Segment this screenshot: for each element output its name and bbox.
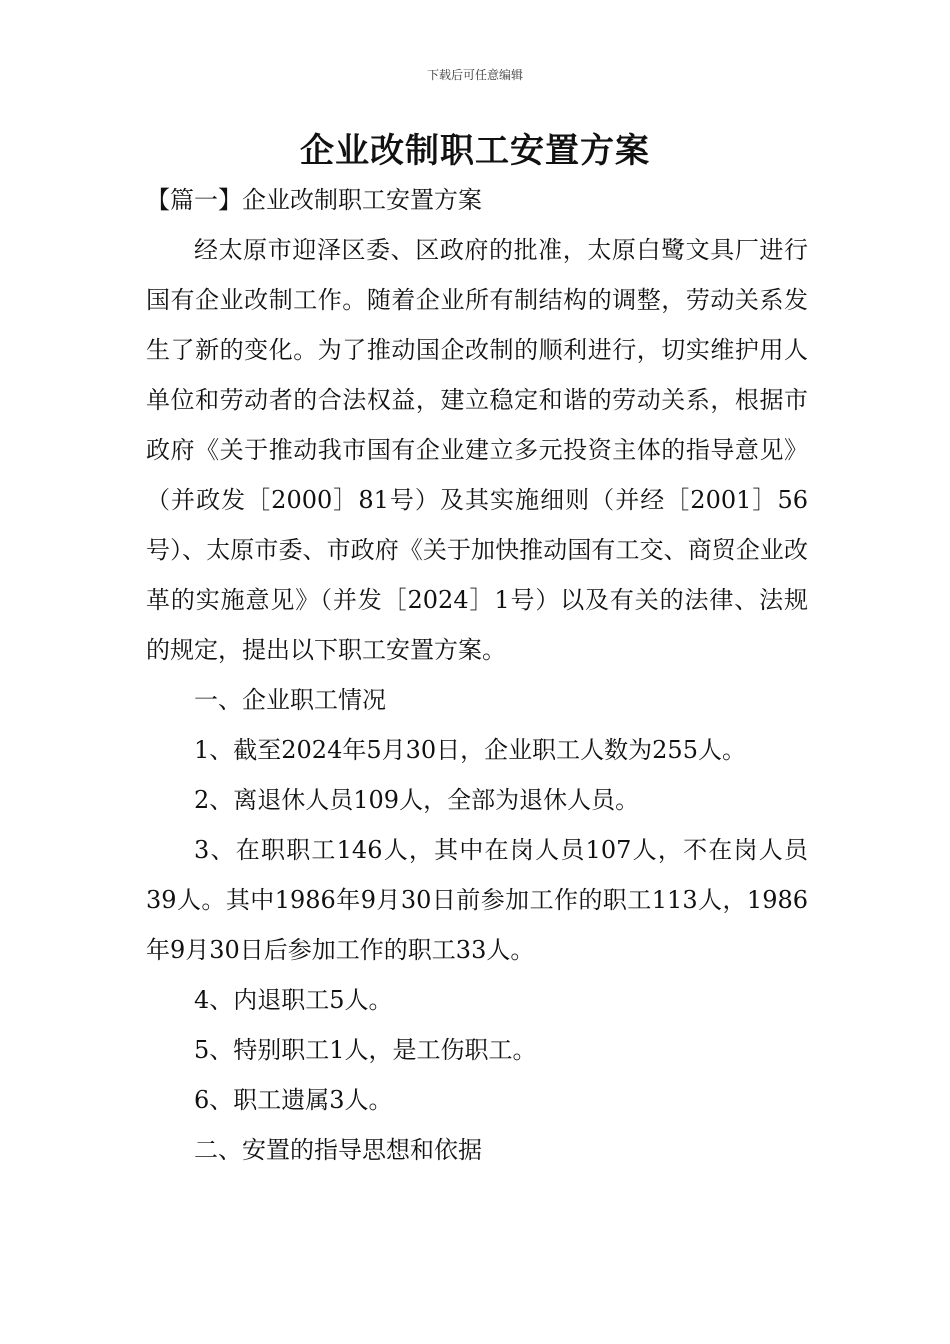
list-item-survivors: 6、职工遗属3人。 — [194, 1086, 393, 1114]
header-note: 下载后可任意编辑 — [426, 68, 523, 82]
section-heading-staff-situation: 一、企业职工情况 — [194, 686, 386, 714]
section-heading-part-one: 【篇一】企业改制职工安置方案 — [146, 186, 482, 214]
list-item-internal-retired: 4、内退职工5人。 — [194, 986, 393, 1014]
document-body — [146, 175, 808, 1175]
section-heading-guiding-principles: 二、安置的指导思想和依据 — [194, 1136, 482, 1164]
intro-paragraph: 经太原市迎泽区委、区政府的批准，太原白鹭文具厂进行国有企业改制工作。随着企业所有制结构的调整，劳动关系发生了新的变化。为了推动国企改制的顺利进行，切实维护用人单位和劳动者的合法权益，建立稳定和谐的劳动关系，根据市政府《关于推动我市国有企业建立多元投资主体的指导意见》（并政发［2000］81号）及其实施细则（并经［2001］56号）、太原市委、市政府《关于加快推动国有工交、商贸企业改革的实施意见》（并发［2024］1号）以及有关的法律、法规的规定，提出以下职工安置方案。 — [146, 236, 808, 664]
list-item-retired-staff: 2、离退休人员109人，全部为退休人员。 — [194, 786, 640, 814]
list-item-active-staff: 3、在职职工146人，其中在岗人员107人，不在岗人员39人。其中1986年9月30日前参加工作的职工113人，1986年9月30日后参加工作的职工33人。 — [146, 836, 808, 964]
list-item-total-staff: 1、截至2024年5月30日，企业职工人数为255人。 — [194, 736, 746, 764]
document-title: 企业改制职工安置方案 — [300, 131, 650, 171]
list-item-special-staff: 5、特别职工1人，是工伤职工。 — [194, 1036, 537, 1064]
